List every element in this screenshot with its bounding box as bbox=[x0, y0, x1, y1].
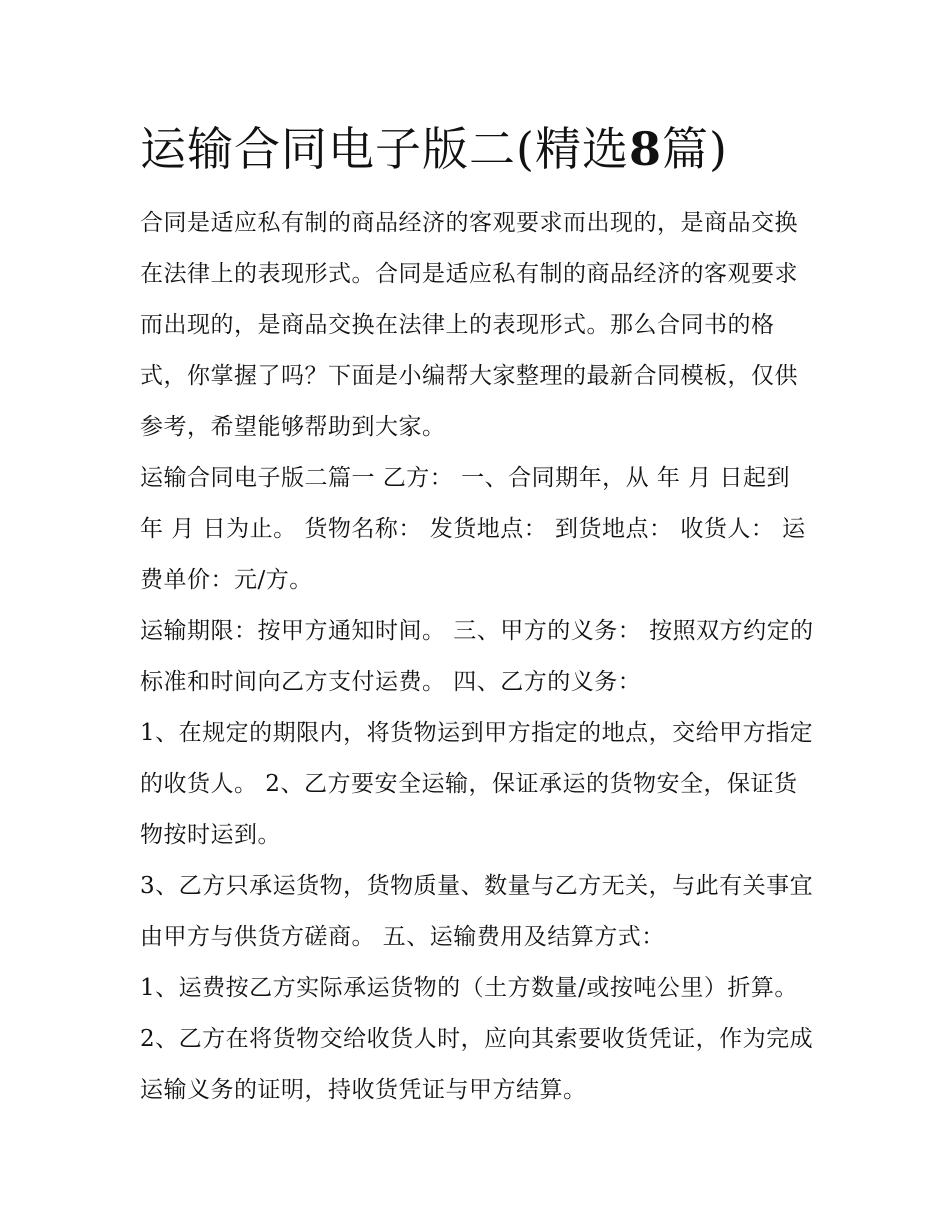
document-body bbox=[140, 198, 815, 1116]
paragraph-contract-terms: 运输合同电子版二篇一 乙方： 一、合同期年，从 年 月 日起到 年 月 日为止。 货物名称： 发货地点： 到货地点： 收货人： 运费单价：元/方。 bbox=[140, 465, 806, 593]
document-title bbox=[140, 118, 840, 180]
paragraph-settlement: 1、运费按乙方实际承运货物的（土方数量/或按吨公里）折算。 2、乙方在将货物交给收货人时，应向其索要收货凭证，作为完成运输义务的证明，持收货凭证与甲方结算。 bbox=[140, 975, 814, 1103]
paragraph-intro: 合同是适应私有制的商品经济的客观要求而出现的，是商品交换在法律上的表现形式。合同是适应私有制的商品经济的客观要求而出现的，是商品交换在法律上的表现形式。那么合同书的格式，你掌握了吗？下面是小编帮大家整理的最新合同模板，仅供参考，希望能够帮助到大家。 bbox=[140, 210, 798, 440]
title-suffix: 篇) bbox=[661, 122, 728, 176]
paragraph-party-a-duties: 运输期限：按甲方通知时间。 三、甲方的义务： 按照双方约定的标准和时间向乙方支付运费。 四、乙方的义务： bbox=[140, 618, 814, 695]
title-number: 8 bbox=[628, 122, 662, 176]
title-prefix: 运输合同电子版二(精选 bbox=[140, 122, 629, 176]
paragraph-party-b-duties-1: 1、在规定的期限内，将货物运到甲方指定的地点，交给甲方指定的收货人。 2、乙方要安全运输，保证承运的货物安全，保证货物按时运到。 bbox=[140, 720, 814, 848]
paragraph-party-b-duties-3: 3、乙方只承运货物，货物质量、数量与乙方无关，与此有关事宜由甲方与供货方磋商。 五、运输费用及结算方式： bbox=[140, 873, 814, 950]
